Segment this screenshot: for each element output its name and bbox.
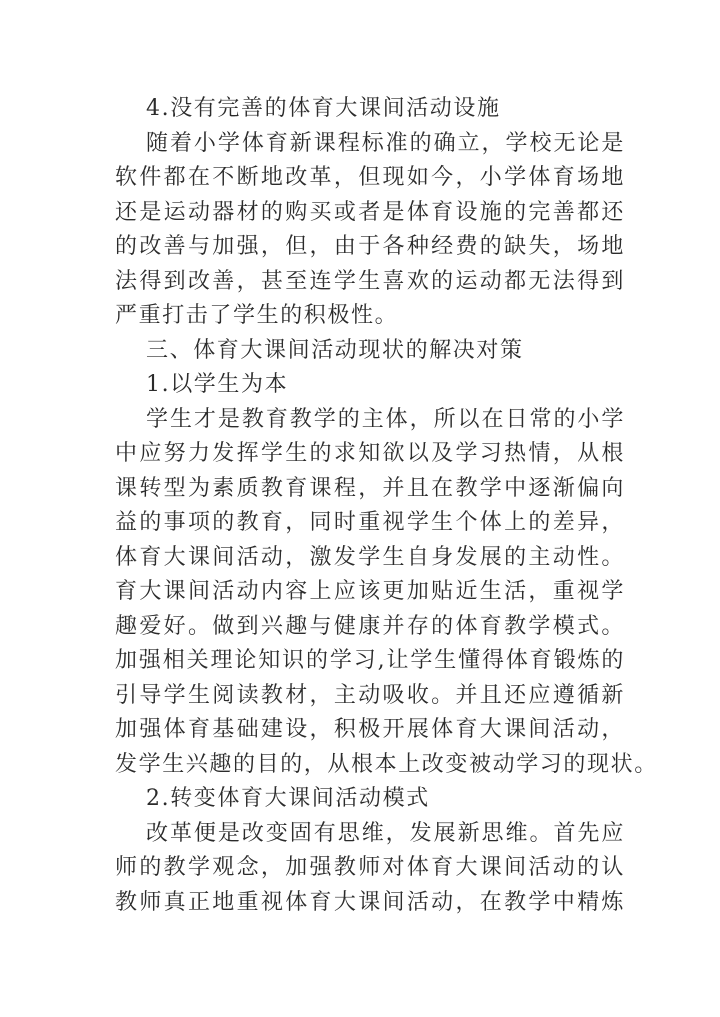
paragraph-line: 发学生兴趣的目的，从根本上改变被动学习的现状。 — [115, 751, 658, 777]
paragraph-line: 学生才是教育教学的主体，所以在日常的小学 — [146, 406, 625, 432]
section-heading-4: 4.没有完善的体育大课间活动设施 — [146, 96, 501, 121]
paragraph-line: 加强相关理论知识的学习,让学生懂得体育锻炼的 — [115, 648, 625, 673]
paragraph-line: 随着小学体育新课程标准的确立，学校无论是 — [146, 130, 625, 156]
document-body — [115, 92, 658, 920]
paragraph-line: 严重打击了学生的积极性。 — [115, 303, 399, 328]
paragraph-line: 师的教学观念，加强教师对体育大课间活动的认 — [115, 855, 625, 880]
paragraph-line: 中应努力发挥学生的求知欲以及学习热情，从根 — [115, 441, 625, 466]
paragraph-line: 益的事项的教育，同时重视学生个体上的差异， — [115, 510, 625, 535]
subsection-heading-1: 1.以学生为本 — [146, 372, 289, 397]
subsection-heading-2: 2.转变体育大课间活动模式 — [146, 786, 430, 811]
paragraph-line: 教师真正地重视体育大课间活动，在教学中精炼 — [115, 889, 625, 915]
section-heading-3: 三、体育大课间活动现状的解决对策 — [146, 337, 524, 363]
paragraph-line: 趣爱好。做到兴趣与健康并存的体育教学模式。 — [115, 613, 625, 639]
paragraph-line: 法得到改善，甚至连学生喜欢的运动都无法得到 — [115, 268, 625, 294]
paragraph-line: 改革便是改变固有思维，发展新思维。首先应 — [146, 820, 625, 846]
paragraph-line: 体育大课间活动，激发学生自身发展的主动性。 — [115, 544, 625, 570]
paragraph-line: 育大课间活动内容上应该更加贴近生活，重视学 — [115, 579, 625, 604]
paragraph-line: 引导学生阅读教材，主动吸收。并且还应遵循新 — [115, 682, 625, 708]
paragraph-line: 还是运动器材的购买或者是体育设施的完善都还 — [115, 199, 625, 225]
paragraph-line: 课转型为素质教育课程，并且在教学中逐渐偏向 — [115, 475, 625, 501]
paragraph-line: 软件都在不断地改革，但现如今，小学体育场地 — [115, 165, 625, 190]
paragraph-line: 加强体育基础建设，积极开展体育大课间活动， — [115, 717, 625, 742]
paragraph-line: 的改善与加强，但，由于各种经费的缺失，场地 — [115, 234, 625, 259]
